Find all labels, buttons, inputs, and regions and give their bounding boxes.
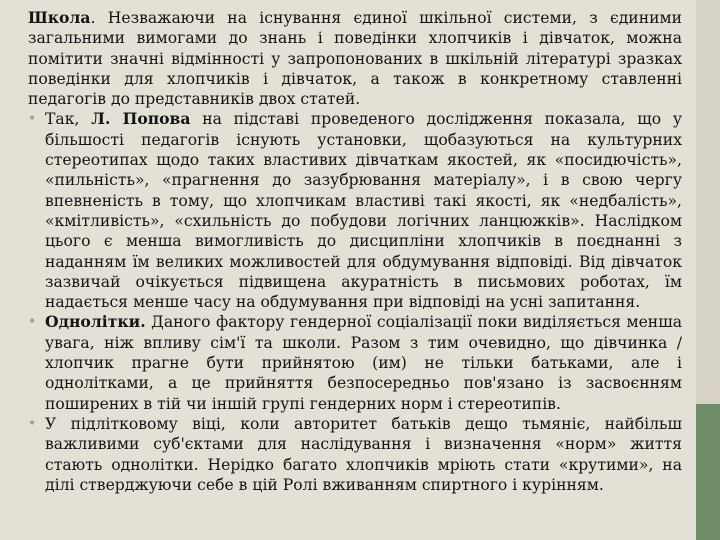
document-body [28,8,682,495]
bullet-term: Л. Попова [91,109,191,129]
bullet-lead: Так, [45,110,92,129]
bullet-text: У підлітковому віці, коли авторитет батьків дещо тьмяніє, найбільш важливими суб'єктами для наслідування і визначення «норм» життя стають однолітки. Нерідко багато хлопчиків мріють стати «крутими», на ділі стверджуючи себе в цій Ролі вживанням спиртного і курінням. [45,414,682,494]
bullet-item-adolescence [28,414,682,495]
bullet-term: Однолітки. [45,312,146,332]
intro-term: Школа [28,8,91,27]
intro-text: . Незважаючи на існування єдиної шкільної системи, з єдиними загальними вимогами до знань і поведінки хлопчиків і дівчаток, можна помітити значні відмінності у запропонованих в шкільній літературі зразках поведінки для хлопчиків і дівчаток, а також в конкретному ставленні педагогів до представників двох статей. [28,9,682,109]
bullet-text: Даного фактору гендерної соціалізації поки виділяється менша увага, ніж впливу сім'ї та школи. Разом з тим очевидно, що дівчинка / хлопчик прагне бути прийнятою (им) не тільки батьками, але і однолітками, а це прийняття безпосередньо пов'язано із засвоєнням поширених в тій чи іншій групі гендерних норм і стереотипів. [45,313,682,413]
intro-paragraph [28,8,682,109]
bullet-icon: • [28,314,37,331]
bullet-item-popova [28,109,682,312]
bullet-icon: • [28,415,37,432]
bullet-item-peers [28,312,682,413]
bullet-icon: • [28,111,37,128]
green-accent-block [696,404,720,540]
bullet-text: на підставі проведеного дослідження показала, що у більшості педагогів існують установки, щобазуються на культурних стереотипах щодо таких властивих дівчаткам якостей, як «посидючість», «пильність», «прагнення до зазубрювання матеріалу», і в свою чергу впевненість в тому, що хлопчикам властиві такі якості, як «недбалість», «кмітливість», «схильність до побудови логічних ланцюжків». Наслідком цього є менша вимогливість до дисципліни хлопчиків в поєднанні з наданням їм великих можливостей для обдумування відповіді. Від дівчаток зазвичай очікується підвищена акуратність в письмових роботах, їм надається менше часу на обдумування при відповіді на усні запитання. [45,110,683,312]
